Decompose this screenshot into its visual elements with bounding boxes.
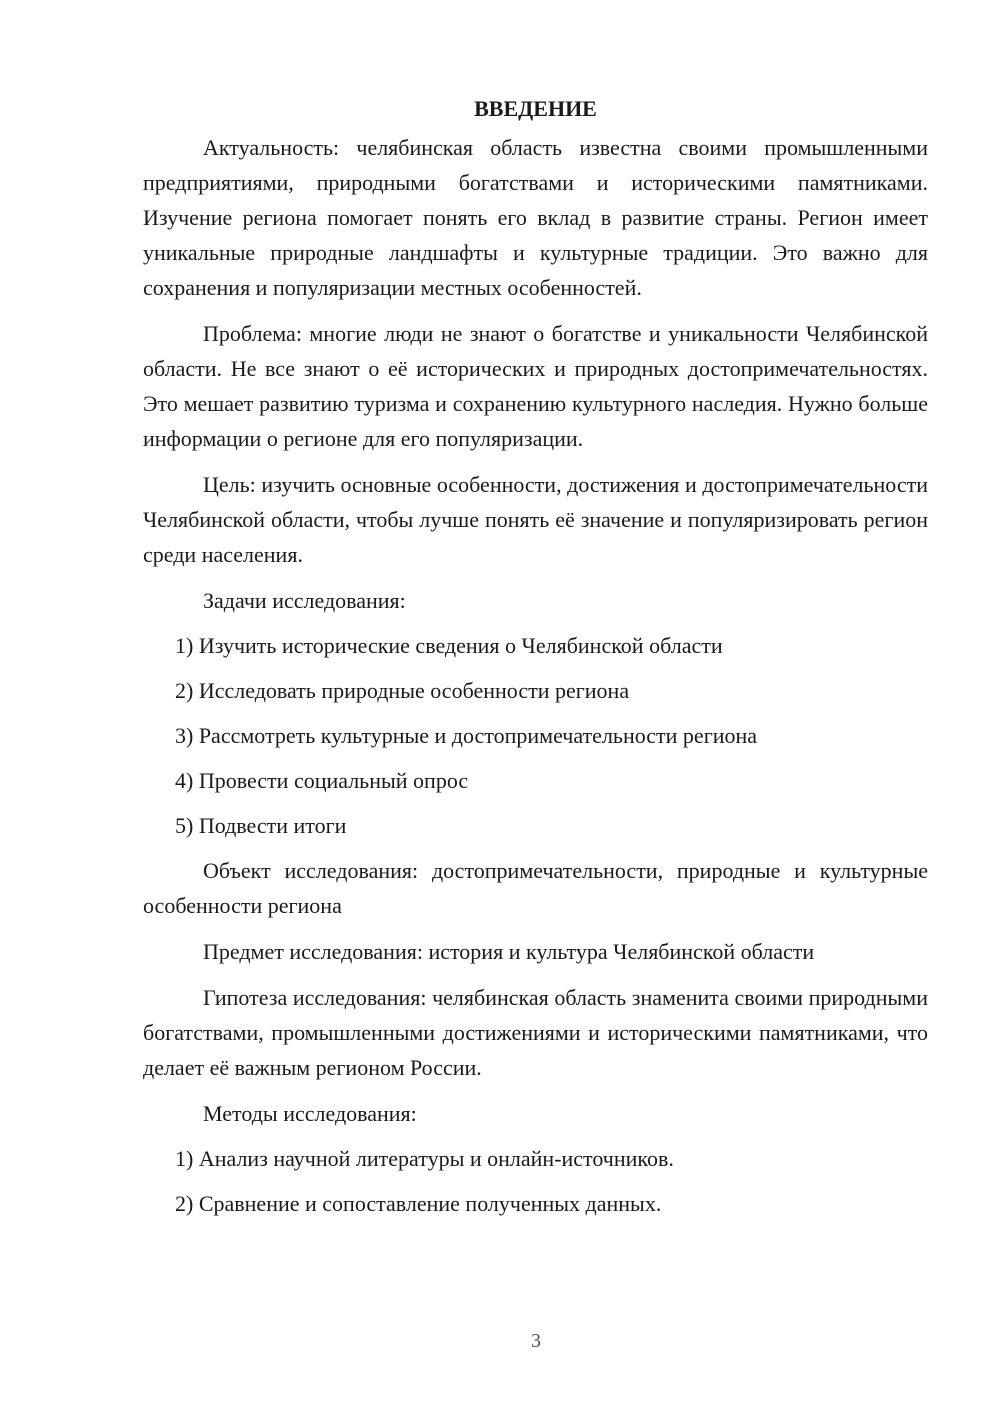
object-paragraph: Объект исследования: достопримечательности, природные и культурные особенности региона — [143, 858, 928, 918]
goal-paragraph: Цель: изучить основные особенности, достижения и достопримечательности Челябинской области, чтобы лучше понять её значение и популяризировать регион среди населения. — [143, 472, 928, 567]
page-number: 3 — [531, 1330, 541, 1352]
task-item-4: 4) Провести социальный опрос — [175, 768, 469, 793]
relevance-paragraph: Актуальность: челябинская область известна своими промышленными предприятиями, природными богатствами и историческими памятниками. Изучение региона помогает понять его вклад в развитие страны. Регион имеет уникальные природные ландшафты и культурные традиции. Это важно для сохранения и популяризации местных особенностей. — [143, 135, 928, 300]
tasks-heading: Задачи исследования: — [203, 588, 406, 613]
section-heading: ВВЕДЕНИЕ — [474, 96, 597, 121]
task-item-3: 3) Рассмотреть культурные и достопримечательности региона — [175, 723, 758, 748]
problem-paragraph: Проблема: многие люди не знают о богатстве и уникальности Челябинской области. Не все знают о её исторических и природных достопримечательностях. Это мешает развитию туризма и сохранению культурного наследия. Нужно больше информации о регионе для его популяризации. — [143, 321, 928, 451]
task-item-2: 2) Исследовать природные особенности региона — [175, 678, 630, 703]
document-page — [143, 92, 928, 1231]
hypothesis-paragraph: Гипотеза исследования: челябинская область знаменита своими природными богатствами, промышленными достижениями и историческими памятниками, что делает её важным регионом России. — [143, 985, 928, 1080]
methods-heading: Методы исследования: — [203, 1101, 417, 1126]
method-item-1: 1) Анализ научной литературы и онлайн-источников. — [175, 1146, 674, 1171]
task-item-5: 5) Подвести итоги — [175, 813, 347, 838]
subject-paragraph: Предмет исследования: история и культура Челябинской области — [203, 939, 815, 964]
task-item-1: 1) Изучить исторические сведения о Челябинской области — [175, 633, 723, 658]
method-item-2: 2) Сравнение и сопоставление полученных данных. — [175, 1191, 662, 1216]
